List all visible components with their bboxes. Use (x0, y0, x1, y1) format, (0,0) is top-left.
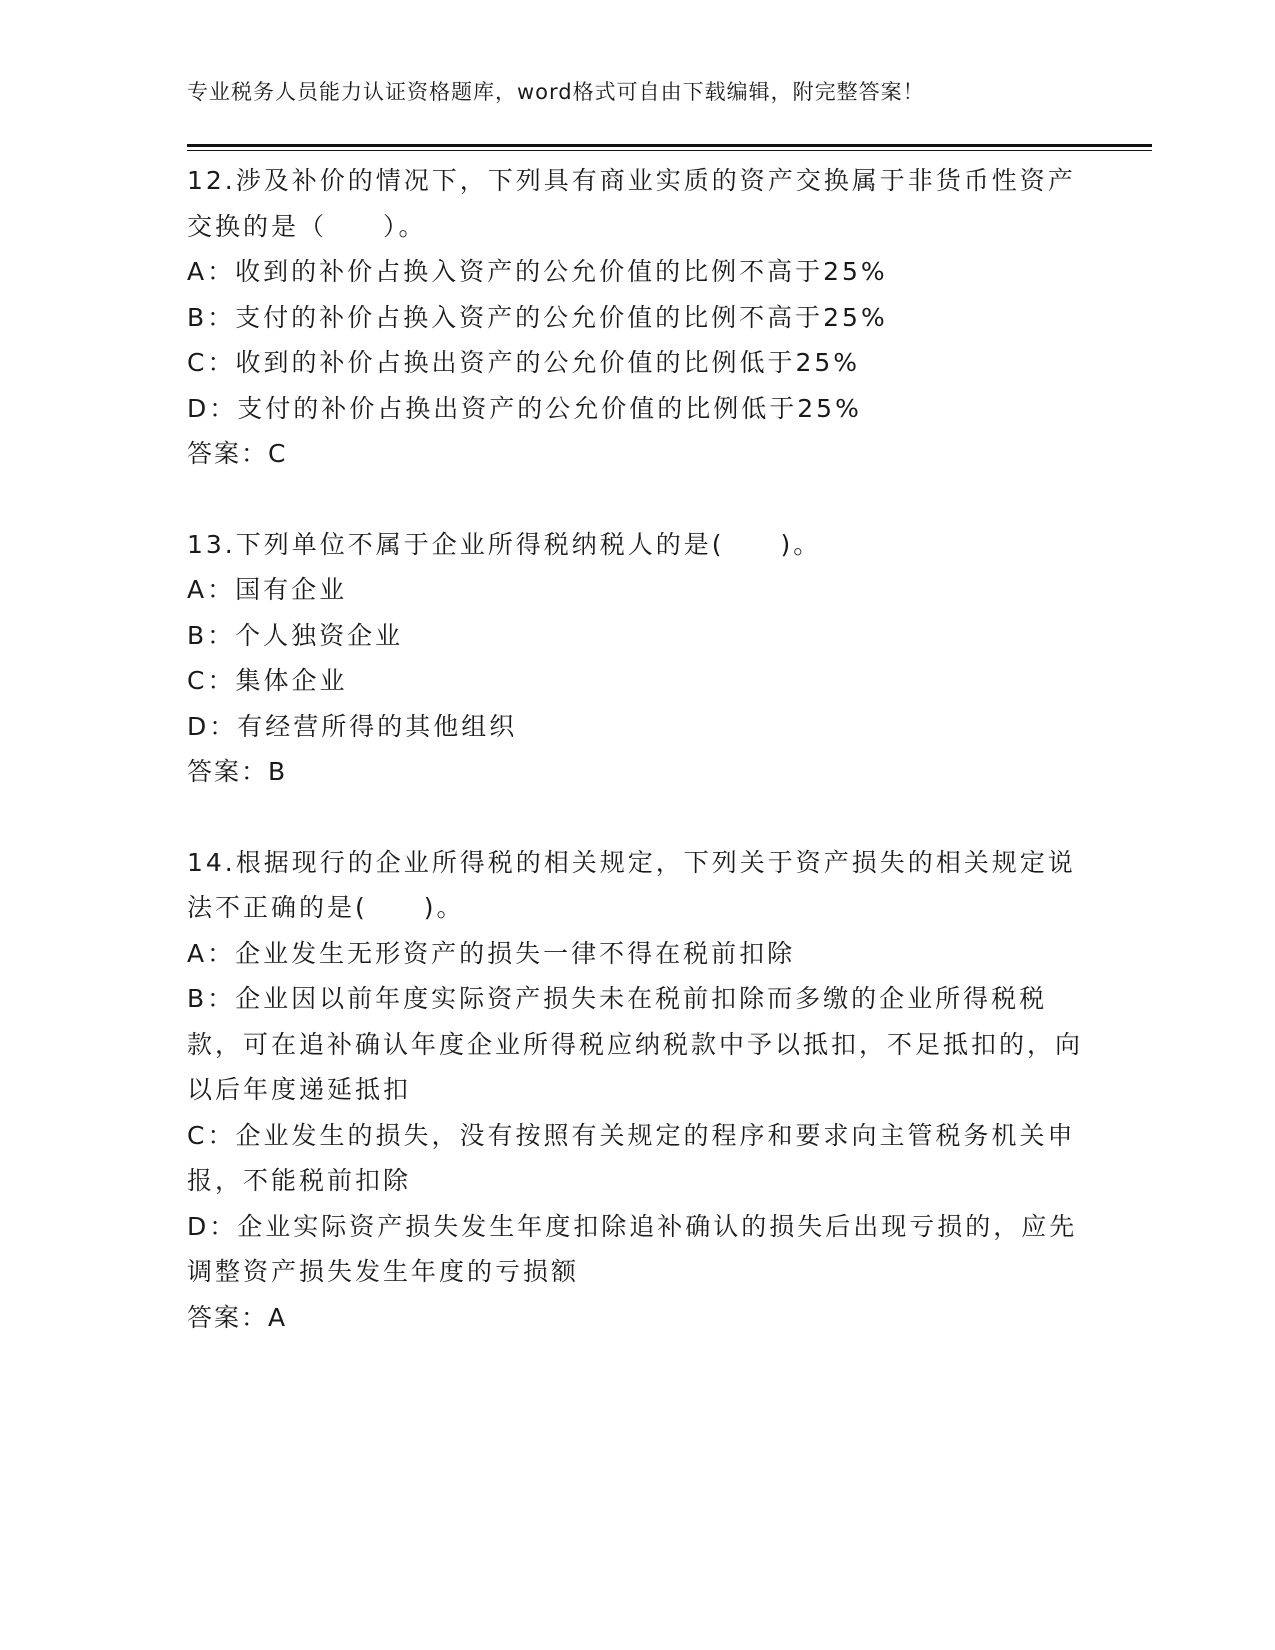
option-b: B：支付的补价占换入资产的公允价值的比例不高于25% (187, 302, 888, 332)
option-c: C：集体企业 (187, 666, 348, 695)
question-stem: 14.根据现行的企业所得税的相关规定，下列关于资产损失的相关规定说法不正确的是( )。 (187, 847, 1076, 922)
question-list (187, 158, 1087, 1385)
option-c: C：收到的补价占换出资产的公允价值的比例低于25% (187, 348, 861, 377)
option-c: C：企业发生的损失，没有按照有关规定的程序和要求向主管税务机关申报，不能税前扣除 (187, 1120, 1076, 1195)
page-header: 专业税务人员能力认证资格题库，word格式可自由下载编辑，附完整答案！ (187, 80, 925, 104)
option-d: D：有经营所得的其他组织 (187, 711, 518, 741)
option-d: D：支付的补价占换出资产的公允价值的比例低于25% (187, 393, 862, 423)
answer-line: 答案：C (187, 439, 288, 468)
answer-line: 答案：A (187, 1302, 288, 1332)
option-b: B：企业因以前年度实际资产损失未在税前扣除而多缴的企业所得税税款，可在追补确认年度企业所得税应纳税款中予以抵扣，不足抵扣的，向以后年度递延抵扣 (187, 984, 1084, 1104)
question-block (187, 158, 1087, 477)
option-b: B：个人独资企业 (187, 620, 404, 650)
option-a: A：企业发生无形资产的损失一律不得在税前扣除 (187, 938, 796, 968)
option-d: D：企业实际资产损失发生年度扣除追补确认的损失后出现亏损的，应先调整资产损失发生年度的亏损额 (187, 1211, 1078, 1286)
question-stem: 12.涉及补价的情况下，下列具有商业实质的资产交换属于非货币性资产交换的是（ ）。 (187, 166, 1076, 241)
option-a: A：国有企业 (187, 575, 348, 604)
answer-line: 答案：B (187, 757, 288, 786)
option-a: A：收到的补价占换入资产的公允价值的比例不高于25% (187, 257, 888, 286)
question-block (187, 840, 1087, 1341)
question-stem: 13.下列单位不属于企业所得税纳税人的是( )。 (187, 529, 822, 559)
question-block (187, 522, 1087, 795)
header-divider (187, 144, 1152, 151)
